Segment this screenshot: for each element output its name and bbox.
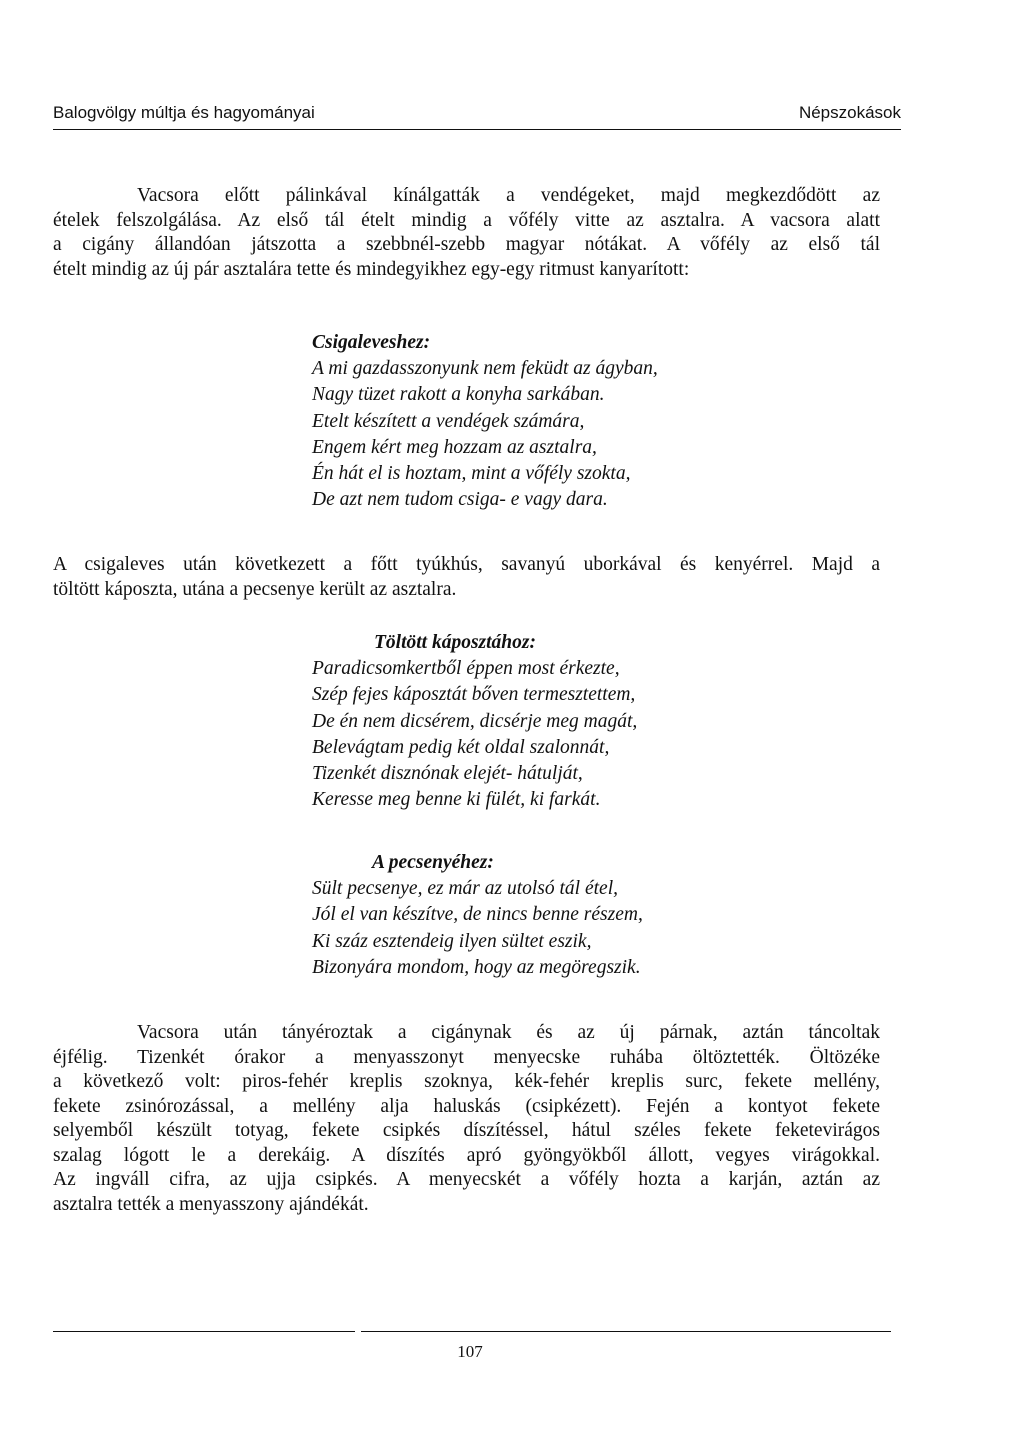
text-line: selyemből készült totyag, fekete csipkés díszítéssel, hátul széles fekete feketevirágos (53, 1120, 880, 1141)
poem-line: Én hát el is hoztam, mint a vőfély szokta, (312, 463, 631, 485)
poem-line: De azt nem tudom csiga- e vagy dara. (312, 489, 608, 511)
header-book-title: Balogvölgy múltja és hagyományai (53, 103, 315, 122)
poem-line: Engem kért meg hozzam az asztalra, (312, 436, 597, 458)
poem-line: Szép fejes káposztát bőven termesztettem, (312, 684, 636, 706)
poem-line: Belevágtam pedig két oldal szalonnát, (312, 736, 610, 758)
poem-toltott-kaposztahoz (312, 630, 832, 813)
text-line: Vacsora után tányéroztak a cigánynak és az új párnak, aztán táncoltak (137, 1022, 880, 1043)
poem-line: Paradicsomkertből éppen most érkezte, (312, 658, 620, 680)
header-chapter-title: Népszokások (798, 103, 901, 122)
footer-rule-left (53, 1331, 355, 1332)
poem-line: Bizonyára mondom, hogy az megöregszik. (312, 956, 641, 978)
text-line: A csigaleves után következett a főtt tyúkhús, savanyú uborkával és kenyérrel. Majd a (53, 554, 880, 575)
poem-line: Jól el van készítve, de nincs benne részem, (312, 904, 643, 926)
poem-line: Keresse meg benne ki fülét, ki farkát. (312, 789, 601, 811)
text-line: éjfélig. Tizenkét órakor a menyasszonyt menyecske ruhába öltöztették. Öltözéke (53, 1046, 880, 1068)
text-line: töltött káposzta, utána a pecsenye került az asztalra. (53, 578, 457, 600)
poem-title: Csigaleveshez: (312, 332, 431, 353)
footer-rule-right (361, 1331, 891, 1332)
footer-divider (53, 1331, 891, 1332)
text-line: Vacsora előtt pálinkával kínálgatták a vendégeket, majd megkezdődött az (137, 185, 880, 206)
poem-line: Ki száz esztendeig ilyen sültet eszik, (312, 930, 592, 952)
text-line: fekete zsinórozással, a mellény alja haluskás (csipkézett). Fején a kontyot fekete (53, 1095, 880, 1117)
poem-pecsenyehez (312, 850, 832, 981)
text-line: szalag lógott le a derekáig. A díszítés apró gyöngyökből állott, vegyes virágokkal. (53, 1144, 880, 1166)
paragraph-intro (53, 184, 880, 282)
text-line: a cigány állandóan játszotta a szebbnél-szebb magyar nótákat. A vőfély az első tál (53, 234, 880, 255)
text-line: ételek felszolgálása. Az első tál ételt mindig a vőfély vitte az asztalra. A vacsora alatt (53, 209, 880, 231)
running-header (53, 103, 901, 123)
poem-csigaleveshez (312, 330, 832, 513)
header-divider (53, 129, 901, 130)
paragraph-csigaleves (53, 553, 880, 602)
text-line: asztalra tették a menyasszony ajándékát. (53, 1193, 369, 1215)
poem-title: Töltött káposztához: (374, 632, 536, 653)
text-line: Az ingváll cifra, az ujja csipkés. A menyecskét a vőfély hozta a karján, aztán az (53, 1169, 880, 1190)
text-line: ételt mindig az új pár asztalára tette és mindegyikhez egy-egy ritmust kanyarított: (53, 258, 690, 280)
poem-line: Etelt készített a vendégek számára, (312, 410, 585, 432)
page-number: 107 (457, 1342, 483, 1361)
text-line: a következő volt: piros-fehér kreplis szoknya, kék-fehér kreplis surc, fekete mellény, (53, 1071, 880, 1092)
poem-line: De én nem dicsérem, dicsérje meg magát, (312, 710, 638, 732)
poem-line: Tizenkét disznónak elejét- hátulját, (312, 763, 583, 785)
poem-line: Sült pecsenye, ez már az utolsó tál étel, (312, 878, 618, 900)
poem-line: A mi gazdasszonyunk nem feküdt az ágyban, (312, 358, 658, 380)
poem-line: Nagy tüzet rakott a konyha sarkában. (312, 384, 605, 406)
paragraph-vacsora-utan (53, 1021, 880, 1217)
poem-title: A pecsenyéhez: (372, 852, 494, 873)
